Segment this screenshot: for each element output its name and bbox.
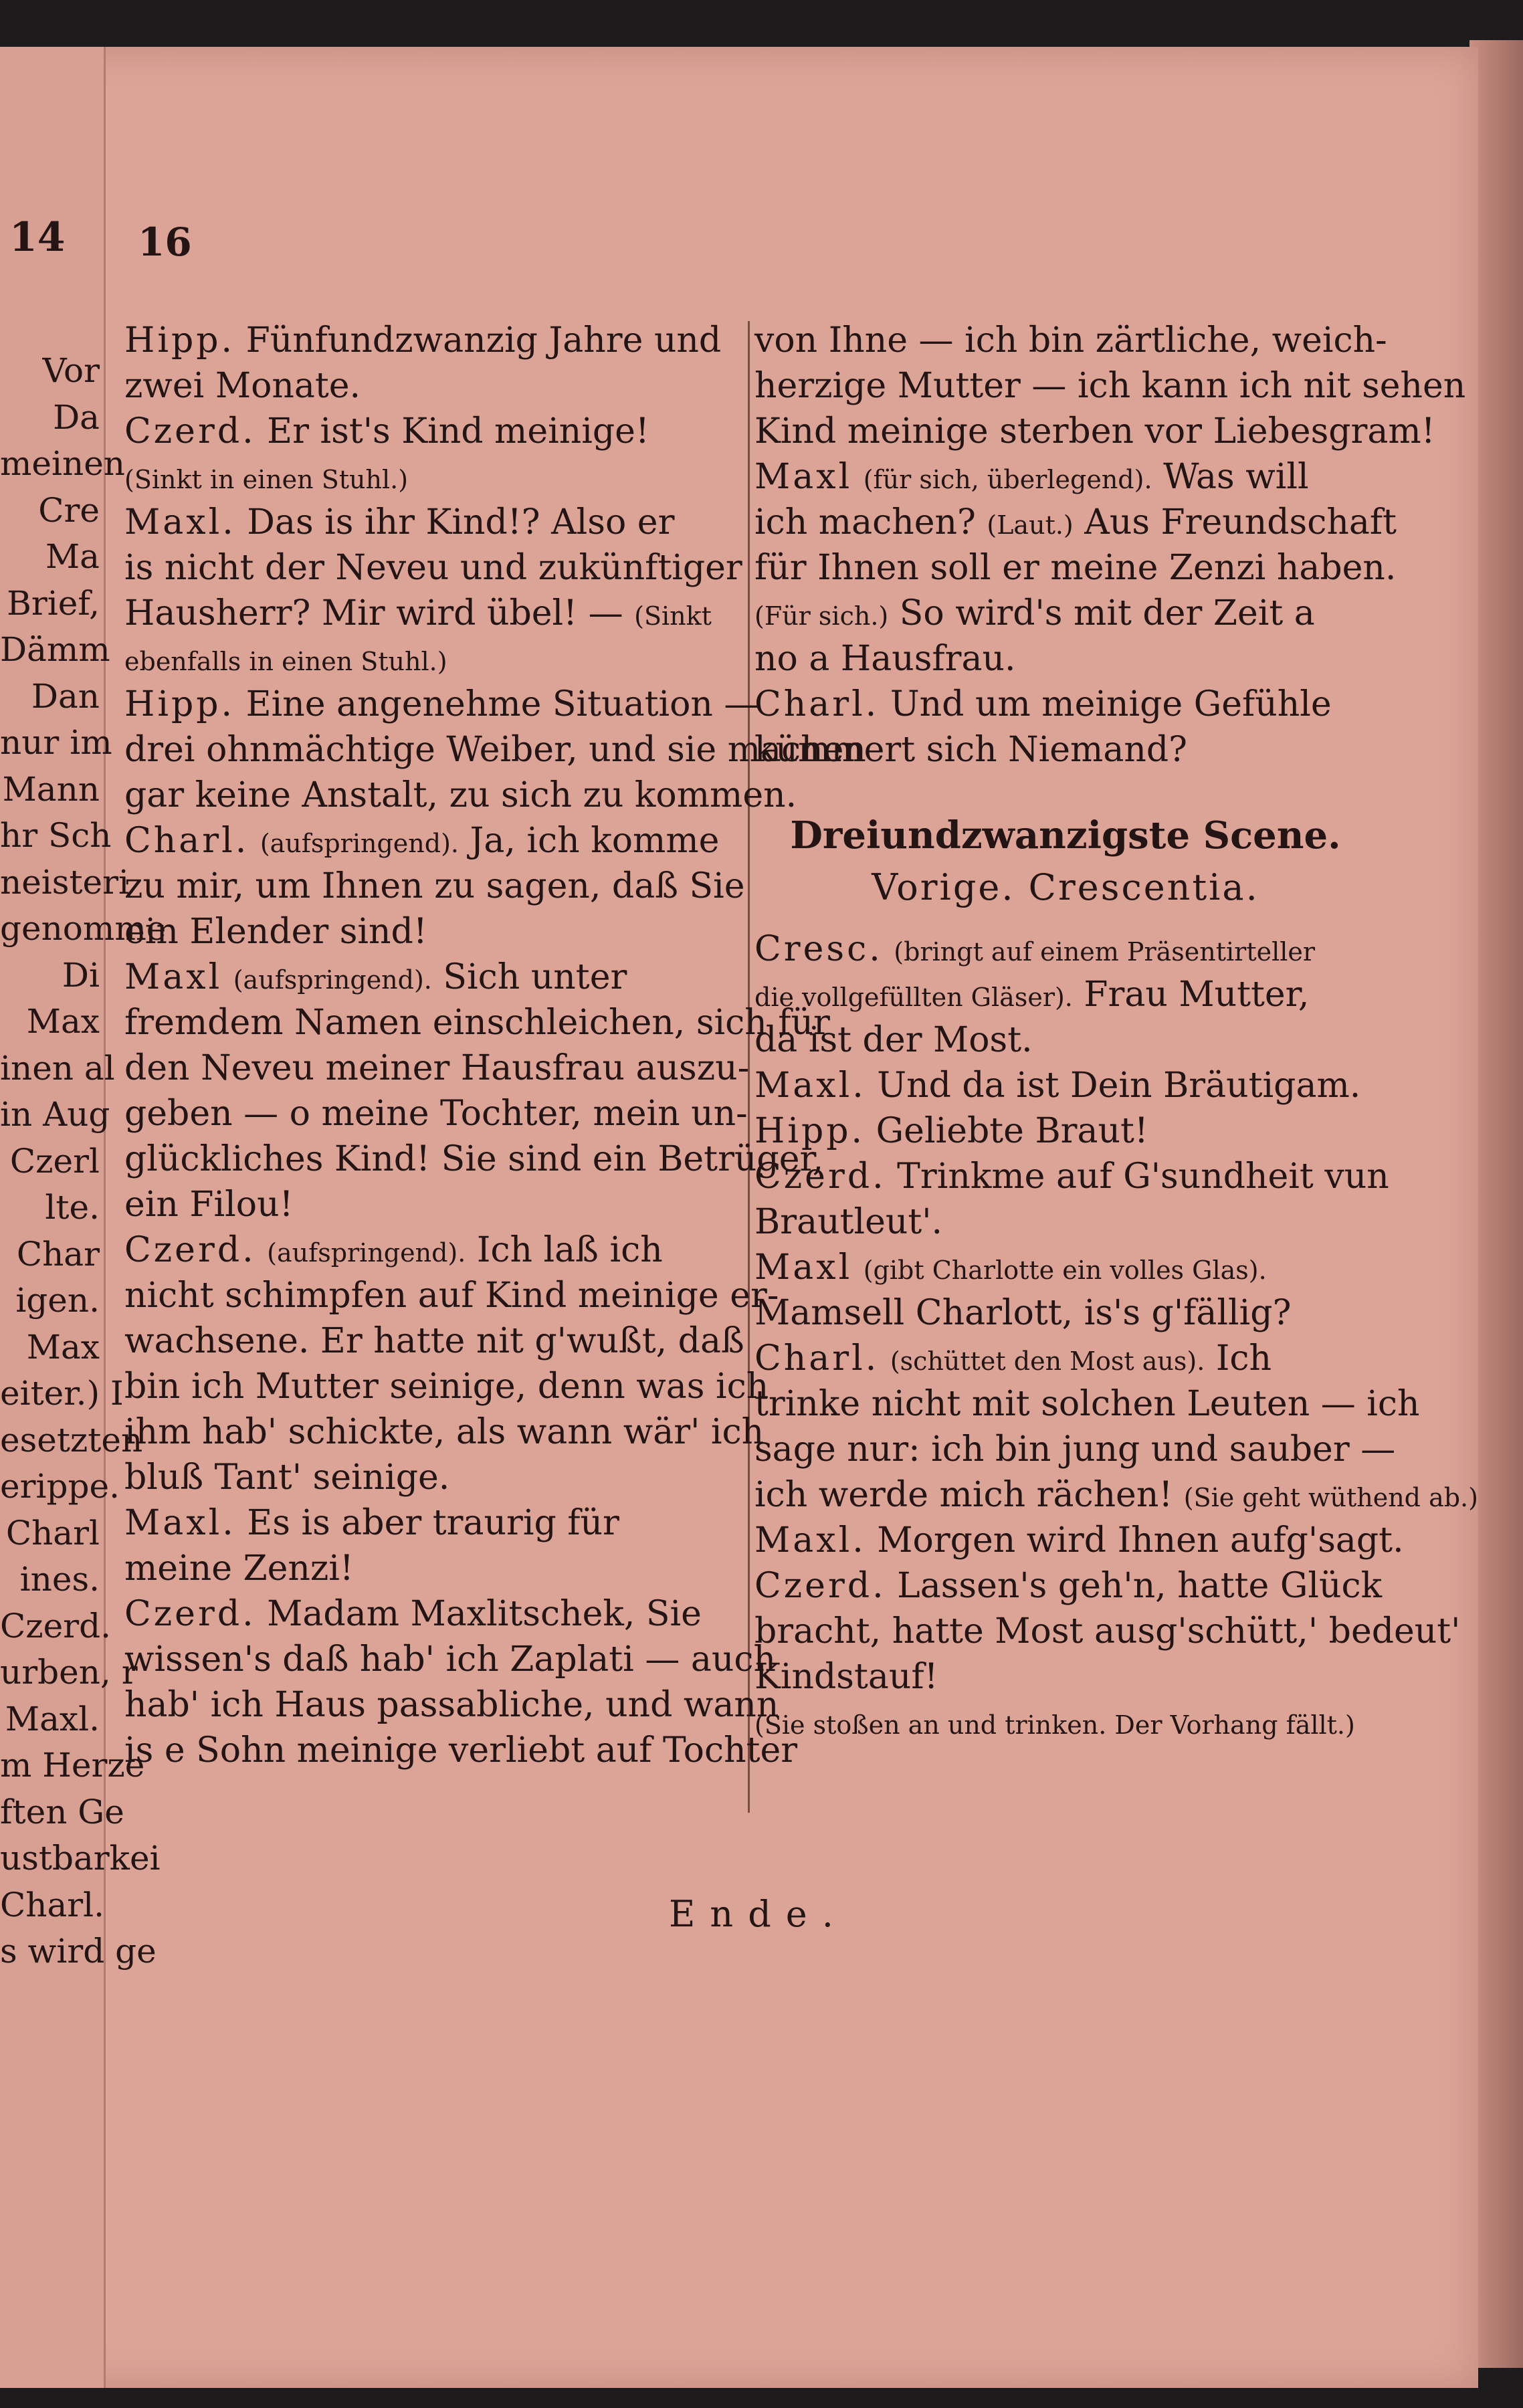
text-line [124,1409,765,1455]
text-line [754,409,1435,454]
text-line [754,1154,1389,1199]
text-line [754,1199,1377,1245]
text-line [754,500,1397,545]
ende: Ende. [669,1893,848,1935]
left-page-fragment-line: Cre [38,490,100,530]
text-line [124,1045,750,1091]
line-text: Geliebte Braut! [876,1111,1148,1151]
line-text: Kind meinige sterben vor Liebesgram! [754,411,1435,452]
text-line [124,591,743,636]
left-page-number: 14 [9,214,66,261]
stage-direction: die vollgefüllten Gläser). [754,983,1073,1012]
stage-direction: (aufspringend). [260,829,459,858]
text-line [124,727,866,773]
line-text: Und um meinige Gefühle [890,684,1332,724]
line-text: So wird's mit der Zeit a [899,593,1315,633]
line-text: ich machen? [754,502,976,542]
line-text: Fünfundzwanzig Jahre und [245,320,722,361]
speaker-name: Cresc. [754,929,883,969]
left-page-fragment-line: meinen [0,444,125,483]
text-line [124,1318,743,1364]
left-page-fragment-line: Dämm [0,630,110,669]
text-line [754,1290,1377,1336]
line-text: herzige Mutter — ich kann ich nit sehen [754,366,1466,406]
text-line [124,1637,776,1682]
line-text: is e Sohn meinige verliebt auf Tochter [124,1730,798,1771]
text-line [754,1017,1377,1063]
text-line [124,636,743,682]
line-text: Ich laß ich [476,1230,663,1270]
text-line [124,318,743,363]
line-text: Kindstauf! [754,1657,938,1697]
left-page-fragment-line: lte. [45,1188,100,1227]
speaker-name: Czerd. [754,1566,886,1606]
text-line [754,926,1377,972]
line-text: ein Elender sind! [124,912,427,952]
speaker-name: Maxl. [754,1520,866,1561]
line-text: bracht, hatte Most ausg'schütt,' bedeut' [754,1611,1461,1651]
stage-direction: (Sie stoßen an und trinken. Der Vorhang fällt.) [754,1710,1355,1740]
text-line [124,1364,769,1409]
text-line [124,1455,743,1500]
line-text: no a Hausfrau. [754,639,1016,679]
page-number: 16 [138,219,192,265]
left-page-fragment-line: eiter.) I [0,1374,124,1413]
line-text: zwei Monate. [124,366,361,406]
text-line [124,1136,824,1182]
text-line [124,1728,798,1773]
text-line [124,1546,743,1591]
speaker-name: Hipp. [124,684,235,724]
line-text: Ich [1215,1338,1272,1379]
line-text: Und da ist Dein Bräutigam. [877,1066,1361,1106]
line-text: bin ich Mutter seinige, denn was ich [124,1367,769,1407]
text-line [754,545,1397,591]
line-text: Mamsell Charlott, is's g'fällig? [754,1293,1292,1333]
stage-direction: (schüttet den Most aus). [890,1346,1205,1376]
line-text: Er ist's Kind meinige! [267,411,649,452]
line-text: Das is ihr Kind!? Also er [247,502,675,542]
left-page-fragment-line: Max [26,1327,100,1367]
line-text: Was will [1163,457,1309,497]
speaker-name: Czerd. [124,1594,256,1634]
line-text: wachsene. Er hatte nit g'wußt, daß [124,1321,744,1361]
line-text: Brautleut'. [754,1202,943,1242]
speaker-name: Maxl [124,957,223,997]
left-page-fragment-line: Mann [2,769,100,809]
right-column-part-2 [754,926,1478,1745]
line-text: sage nur: ich bin jung und sauber — [754,1429,1396,1470]
left-page-fragment-line: inen al [0,1048,115,1088]
left-page-fragment-line: Maxl. [5,1699,100,1738]
line-text: Trinkme auf G'sundheit vun [897,1157,1389,1197]
text-line [754,1472,1478,1518]
line-text: Ja, ich komme [470,821,720,861]
line-text: zu mir, um Ihnen zu sagen, daß Sie [124,866,745,906]
text-line [754,1381,1420,1427]
text-line [124,773,797,818]
speaker-name: Czerd. [124,411,256,452]
stage-direction: (bringt auf einem Präsentirteller [894,937,1316,967]
line-text: ein Filou! [124,1185,294,1225]
text-line [124,1273,779,1318]
left-page-fragment-line: Czerd. [0,1606,111,1645]
line-text: nicht schimpfen auf Kind meinige er- [124,1276,779,1316]
stage-direction: ebenfalls in einen Stuhl.) [124,647,447,676]
text-line [754,1700,1377,1745]
line-text: ihm hab' schickte, als wann wär' ich [124,1412,765,1452]
line-text: geben — o meine Tochter, mein un- [124,1094,748,1134]
left-page-fragment-line: ines. [19,1560,100,1599]
text-line [754,1654,1377,1700]
left-page-fragment-line: genomme [0,909,167,948]
text-line [124,1227,743,1273]
left-page-fragment-line: igen. [15,1281,100,1320]
speaker-name: Maxl [754,457,853,497]
left-page-fragment-line: s wird ge [0,1932,157,1971]
left-page-fragment-line: Dan [31,676,100,716]
line-text: Es is aber traurig für [247,1503,619,1543]
left-page-fragment-line: erippe. [0,1467,120,1506]
speaker-name: Maxl. [124,502,236,542]
text-line [124,955,743,1000]
left-page-fragment-line: Vor [42,351,100,390]
text-line [754,1609,1461,1654]
text-line [124,818,743,864]
line-text: is nicht der Neveu und zukünftiger [124,548,742,588]
left-page-fragment-line: Di [62,955,100,995]
stage-direction: (Sie geht wüthend ab.) [1183,1483,1478,1512]
text-line [754,1063,1377,1108]
text-line [124,909,743,955]
text-line [124,363,743,409]
text-line [754,682,1377,727]
line-text: trinke nicht mit solchen Leuten — ich [754,1384,1420,1424]
left-page-fragment-line: ustbarkei [0,1839,161,1878]
left-page-fragment-line: Da [53,397,100,437]
text-line [124,1682,779,1728]
line-text: meine Zenzi! [124,1548,354,1589]
left-page-fragment-line: Char [16,1234,100,1274]
left-page-fragment-line: m Herze [0,1746,145,1785]
speaker-name: Hipp. [754,1111,866,1151]
line-text: bluß Tant' seinige. [124,1458,450,1498]
line-text: Madam Maxlitschek, Sie [267,1594,702,1634]
text-line [754,591,1377,636]
text-line [124,1591,743,1637]
left-page-fragment-line: ften Ge [0,1792,124,1831]
text-line [754,363,1466,409]
left-page-fragment-line: Czerl [9,1141,100,1181]
left-page-fragment-line: esetzten [0,1420,143,1460]
text-line [754,1563,1383,1609]
text-line [754,1108,1377,1154]
text-line [124,500,743,545]
line-text: gar keine Anstalt, zu sich zu kommen. [124,775,797,815]
line-text: glückliches Kind! Sie sind ein Betrüger, [124,1139,824,1179]
left-page-fragment-line: Charl [5,1513,100,1552]
text-line [124,1000,830,1045]
speaker-name: Charl. [754,1338,880,1379]
text-line [754,318,1387,363]
text-line [754,1336,1377,1381]
left-page-fragment-line: Ma [45,537,100,576]
text-line [124,545,743,591]
speaker-name: Hipp. [124,320,235,361]
right-column-part-1 [754,318,1466,773]
line-text: Eine angenehme Situation — [245,684,759,724]
left-page-fragment-line: Max [26,1002,100,1041]
speaker-name: Maxl [754,1247,853,1288]
text-line [124,682,759,727]
line-text: den Neveu meiner Hausfrau auszu- [124,1048,750,1088]
text-line [754,972,1377,1017]
text-line [754,1245,1377,1290]
line-text: ich werde mich rächen! [754,1475,1173,1515]
line-text: Morgen wird Ihnen aufg'sagt. [877,1520,1404,1561]
line-text: fremdem Namen einschleichen, sich für [124,1003,830,1043]
speaker-name: Charl. [754,684,880,724]
stage-direction: (aufspringend). [267,1238,466,1268]
line-text: Sich unter [443,957,627,997]
speaker-name: Maxl. [124,1503,236,1543]
line-text: hab' ich Haus passabliche, und wann [124,1685,779,1725]
left-page-fragment-line: Brief, [7,583,100,623]
left-page-fragment-line: hr Sch [0,816,112,855]
left-page-fragment-line: neisteri [0,862,130,902]
line-text: Aus Freundschaft [1084,502,1397,542]
right-column [754,318,1478,1745]
speaker-name: Czerd. [124,1230,256,1270]
text-line [124,1500,743,1546]
line-text: Hausherr? Mir wird übel! — [124,593,623,633]
speaker-name: Maxl. [754,1066,866,1106]
line-text: Frau Mutter, [1084,975,1310,1015]
stage-direction: (gibt Charlotte ein volles Glas). [863,1256,1267,1285]
line-text: kümmert sich Niemand? [754,730,1188,770]
text-line [124,409,743,454]
text-line [124,864,743,909]
scene-persons: Vorige. Crescentia. [872,866,1259,908]
stage-direction: (für sich, überlegend). [863,465,1152,494]
text-line [754,727,1377,773]
stage-direction: (Laut.) [987,510,1074,540]
text-line [124,1182,743,1227]
stage-direction: (aufspringend). [233,965,432,995]
line-text: Lassen's geh'n, hatte Glück [897,1566,1383,1606]
text-line [124,454,743,500]
line-text: für Ihnen soll er meine Zenzi haben. [754,548,1397,588]
line-text: da ist der Most. [754,1020,1033,1060]
text-line [124,1091,748,1136]
stage-direction: (Sinkt [634,601,712,631]
stage-direction: (Für sich.) [754,601,889,631]
text-line [754,1427,1396,1472]
left-page-fragment-line: Charl. [0,1885,105,1924]
line-text: wissen's daß hab' ich Zaplati — auch [124,1639,776,1680]
line-text: drei ohnmächtige Weiber, und sie machen [124,730,866,770]
stage-direction: (Sinkt in einen Stuhl.) [124,465,409,494]
text-line [754,636,1377,682]
speaker-name: Czerd. [754,1157,886,1197]
line-text: von Ihne — ich bin zärtliche, weich- [754,320,1387,361]
speaker-name: Charl. [124,821,249,861]
scene-heading: Dreiundzwanzigste Scene. [790,813,1341,858]
text-line [754,1518,1404,1563]
left-page-fragment-line: in Aug [0,1095,110,1134]
left-page-fragment-line: nur im [0,723,112,762]
left-page-fragment-line: urben, r [0,1653,138,1692]
text-line [754,454,1377,500]
